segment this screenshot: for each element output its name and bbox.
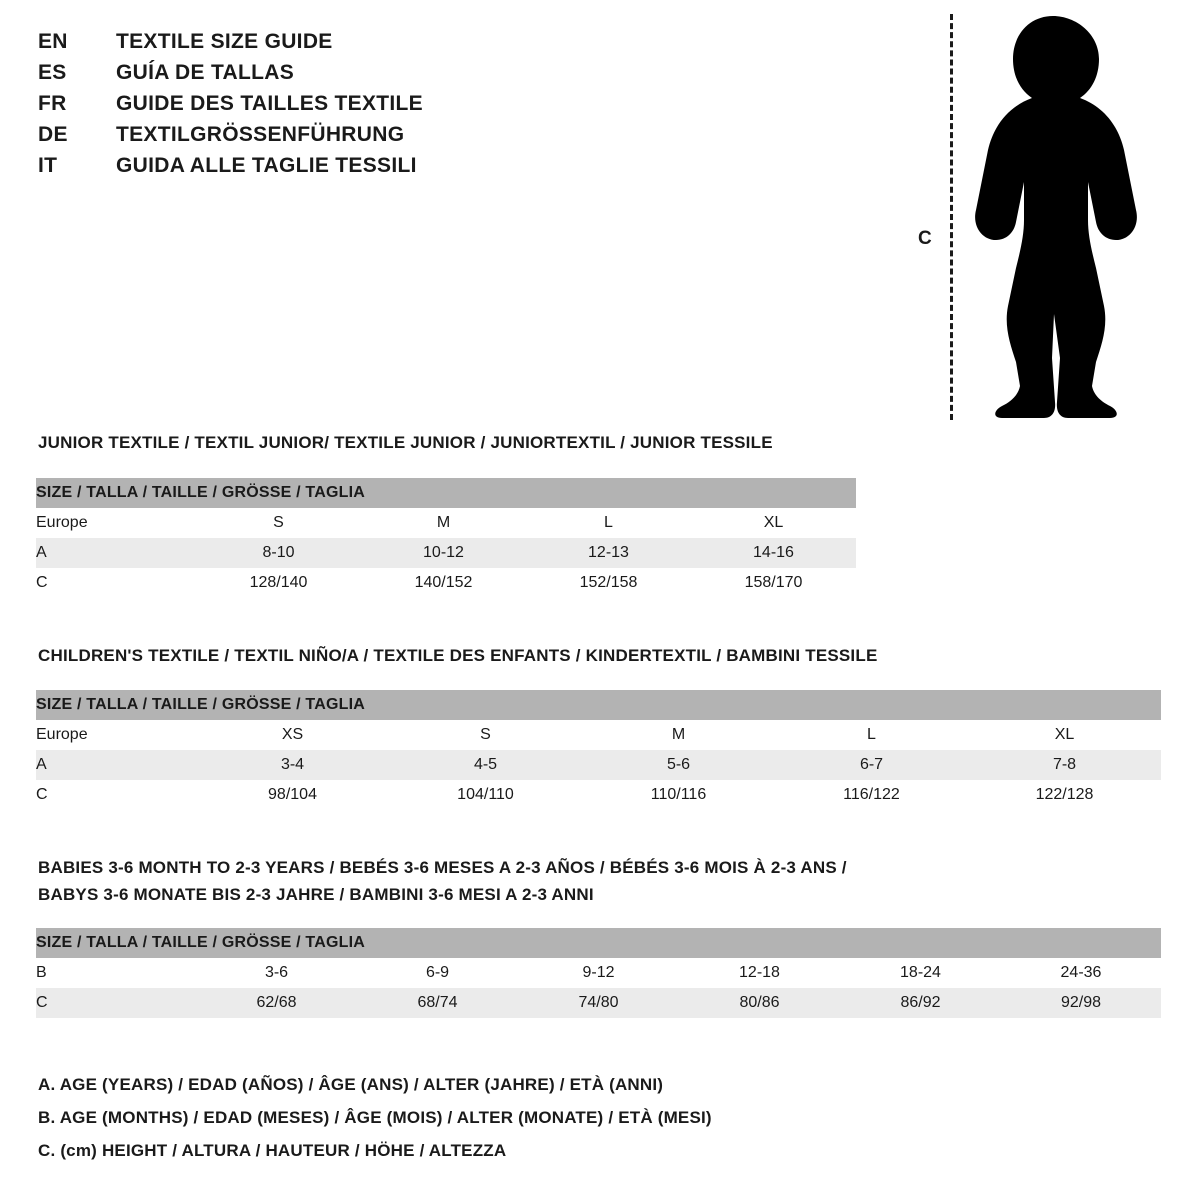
language-title-fr: GUIDE DES TAILLES TEXTILE <box>116 92 423 115</box>
language-row-fr <box>38 92 598 123</box>
language-code-fr: FR <box>38 92 67 115</box>
junior-table-band-label: SIZE / TALLA / TAILLE / GRÖSSE / TAGLIA <box>36 478 856 508</box>
children-row0-cell2: M <box>582 720 775 750</box>
legend-line-a: A. AGE (YEARS) / EDAD (AÑOS) / ÂGE (ANS) / ALTER (JAHRE) / ETÀ (ANNI) <box>38 1075 664 1094</box>
language-code-es: ES <box>38 61 67 84</box>
children-row2-cell0: 98/104 <box>196 780 389 810</box>
babies-row0-cell3: 12-18 <box>679 958 840 988</box>
junior-row1-cell0: 8-10 <box>196 538 361 568</box>
children-row2-label: C <box>36 780 196 810</box>
babies-table-band-label: SIZE / TALLA / TAILLE / GRÖSSE / TAGLIA <box>36 928 1161 958</box>
junior-row2-cell2: 152/158 <box>526 568 691 598</box>
children-row2-cell4: 122/128 <box>968 780 1161 810</box>
language-row-es <box>38 61 598 92</box>
children-size-table <box>36 690 1161 810</box>
legend-line-b: B. AGE (MONTHS) / EDAD (MESES) / ÂGE (MOIS) / ALTER (MONATE) / ETÀ (MESI) <box>38 1108 712 1127</box>
language-title-es: GUÍA DE TALLAS <box>116 61 295 84</box>
babies-row0-cell5: 24-36 <box>1001 958 1161 988</box>
babies-row1-cell5: 92/98 <box>1001 988 1161 1018</box>
babies-row0-cell1: 6-9 <box>357 958 518 988</box>
junior-row2-cell3: 158/170 <box>691 568 856 598</box>
child-silhouette-icon <box>958 14 1148 420</box>
section-title-junior: JUNIOR TEXTILE / TEXTIL JUNIOR/ TEXTILE JUNIOR / JUNIORTEXTIL / JUNIOR TESSILE <box>38 433 773 452</box>
babies-row0-cell2: 9-12 <box>518 958 679 988</box>
table-row <box>36 750 1161 780</box>
babies-table-band-row <box>36 928 1161 958</box>
children-row2-cell3: 116/122 <box>775 780 968 810</box>
children-row2-cell2: 110/116 <box>582 780 775 810</box>
language-code-it: IT <box>38 154 58 177</box>
babies-row1-cell3: 80/86 <box>679 988 840 1018</box>
height-axis-label: C <box>918 228 932 249</box>
children-row0-cell1: S <box>389 720 582 750</box>
children-row0-cell0: XS <box>196 720 389 750</box>
children-row1-cell4: 7-8 <box>968 750 1161 780</box>
children-row1-cell1: 4-5 <box>389 750 582 780</box>
junior-row0-cell2: L <box>526 508 691 538</box>
children-row1-label: A <box>36 750 196 780</box>
language-row-en <box>38 30 598 61</box>
children-table-band-label: SIZE / TALLA / TAILLE / GRÖSSE / TAGLIA <box>36 690 1161 720</box>
babies-row1-cell2: 74/80 <box>518 988 679 1018</box>
children-row2-cell1: 104/110 <box>389 780 582 810</box>
babies-row1-label: C <box>36 988 196 1018</box>
table-row <box>36 720 1161 750</box>
section-title-babies-line1: BABIES 3-6 MONTH TO 2-3 YEARS / BEBÉS 3-6 MESES A 2-3 AÑOS / BÉBÉS 3-6 MOIS À 2-3 ANS / <box>38 858 847 877</box>
junior-size-table <box>36 478 856 598</box>
junior-row1-cell2: 12-13 <box>526 538 691 568</box>
babies-row1-cell1: 68/74 <box>357 988 518 1018</box>
babies-row1-cell0: 62/68 <box>196 988 357 1018</box>
junior-row0-cell3: XL <box>691 508 856 538</box>
children-row0-label: Europe <box>36 720 196 750</box>
language-code-en: EN <box>38 30 68 53</box>
language-row-de <box>38 123 598 154</box>
children-row1-cell2: 5-6 <box>582 750 775 780</box>
junior-row0-cell1: M <box>361 508 526 538</box>
legend-block <box>38 1068 1038 1167</box>
table-row <box>36 780 1161 810</box>
table-row <box>36 988 1161 1018</box>
babies-size-table <box>36 928 1161 1018</box>
section-title-babies-line2: BABYS 3-6 MONATE BIS 2-3 JAHRE / BAMBINI 3-6 MESI A 2-3 ANNI <box>38 885 594 904</box>
height-figure <box>900 10 1160 420</box>
table-row <box>36 958 1161 988</box>
children-row1-cell3: 6-7 <box>775 750 968 780</box>
junior-row1-cell1: 10-12 <box>361 538 526 568</box>
junior-row2-cell1: 140/152 <box>361 568 526 598</box>
table-row <box>36 568 856 598</box>
table-row <box>36 538 856 568</box>
language-code-de: DE <box>38 123 68 146</box>
babies-row0-label: B <box>36 958 196 988</box>
children-row0-cell3: L <box>775 720 968 750</box>
junior-row1-cell3: 14-16 <box>691 538 856 568</box>
legend-line-c: C. (cm) HEIGHT / ALTURA / HAUTEUR / HÖHE / ALTEZZA <box>38 1141 507 1160</box>
height-dashed-line <box>950 14 953 420</box>
junior-table-band-row <box>36 478 856 508</box>
junior-row2-cell0: 128/140 <box>196 568 361 598</box>
children-table-band-row <box>36 690 1161 720</box>
junior-row1-label: A <box>36 538 196 568</box>
children-row1-cell0: 3-4 <box>196 750 389 780</box>
language-row-it <box>38 154 598 185</box>
children-row0-cell4: XL <box>968 720 1161 750</box>
section-title-children: CHILDREN'S TEXTILE / TEXTIL NIÑO/A / TEXTILE DES ENFANTS / KINDERTEXTIL / BAMBINI TESSILE <box>38 646 878 665</box>
language-title-de: TEXTILGRÖSSENFÜHRUNG <box>116 123 405 146</box>
language-title-en: TEXTILE SIZE GUIDE <box>116 30 333 53</box>
junior-row2-label: C <box>36 568 196 598</box>
table-row <box>36 508 856 538</box>
junior-row0-label: Europe <box>36 508 196 538</box>
babies-row0-cell0: 3-6 <box>196 958 357 988</box>
language-title-it: GUIDA ALLE TAGLIE TESSILI <box>116 154 417 177</box>
junior-row0-cell0: S <box>196 508 361 538</box>
babies-row0-cell4: 18-24 <box>840 958 1001 988</box>
language-title-block <box>38 30 598 185</box>
babies-row1-cell4: 86/92 <box>840 988 1001 1018</box>
